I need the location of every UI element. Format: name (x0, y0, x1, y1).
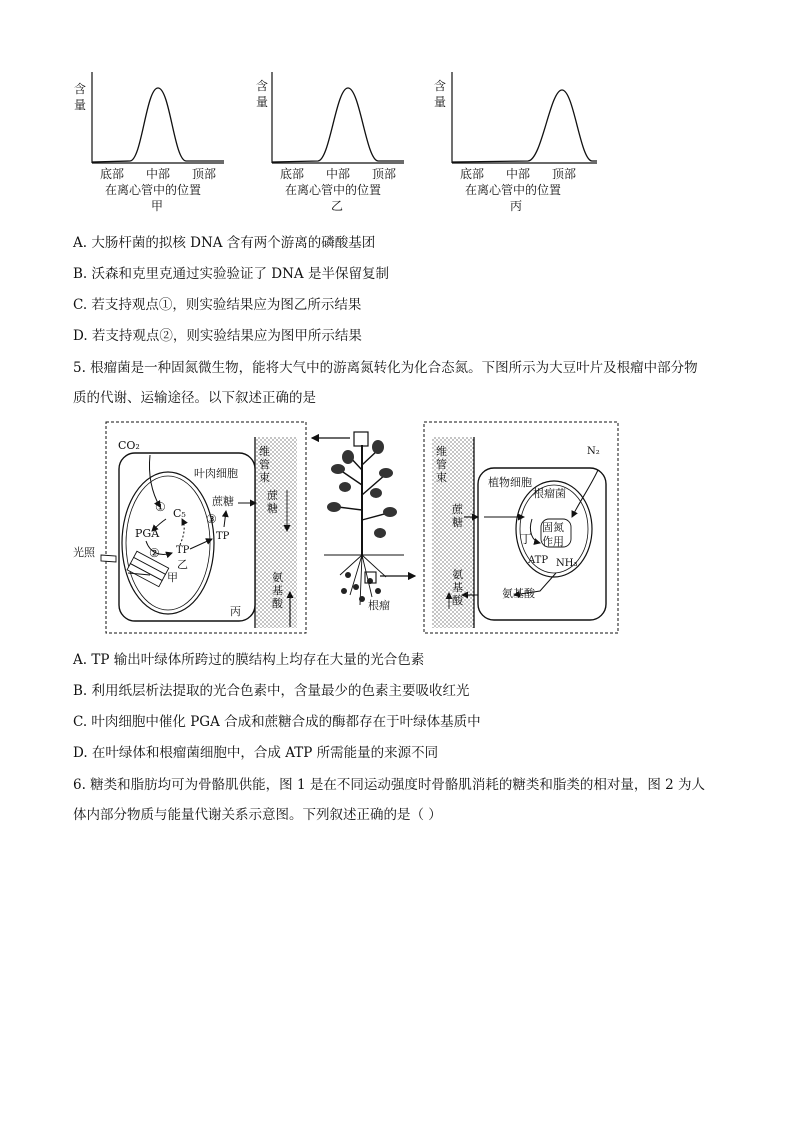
graph-bing-tick-top: 顶部 (552, 167, 577, 181)
label-r-amino-3: 酸 (452, 594, 463, 607)
q5-option-a: A. TP 输出叶绿体所跨过的膜结构上均存在大量的光合色素 (73, 652, 425, 668)
graph-jia-tick-middle: 中部 (146, 167, 171, 181)
label-r-sucrose-1: 蔗 (452, 503, 463, 516)
graph-yi-caption: 乙 (331, 199, 344, 213)
q4-option-d: D. 若支持观点②，则实验结果应为图甲所示结果 (73, 328, 362, 344)
graph-bing (434, 72, 597, 213)
q4-option-b: B. 沃森和克里克通过实验验证了 DNA 是半保留复制 (73, 266, 389, 282)
graph-yi-xlabel: 在离心管中的位置 (285, 183, 382, 197)
graph-yi (256, 72, 404, 213)
q4-option-a: A. 大肠杆菌的拟核 DNA 含有两个游离的磷酸基团 (73, 235, 376, 251)
soybean-plant (312, 432, 415, 612)
q4-option-c: C. 若支持观点①，则实验结果应为图乙所示结果 (73, 297, 362, 313)
graph-bing-caption: 丙 (510, 199, 523, 213)
label-r-amino-1: 氨 (452, 568, 463, 581)
centrifuge-graphs (0, 60, 794, 225)
label-n2: N₂ (587, 446, 600, 457)
graph-jia-tick-top: 顶部 (192, 167, 217, 181)
graph-yi-tick-middle: 中部 (326, 167, 351, 181)
label-yi: 乙 (177, 558, 188, 571)
label-r-bundle-3: 束 (436, 471, 447, 484)
label-root-nodule: 根瘤 (368, 599, 390, 612)
graph-bing-ylabel-2: 量 (434, 95, 447, 109)
leaf-highlight-box (354, 432, 368, 446)
q6-stem-line-2: 体内部分物质与能量代谢关系示意图。下列叙述正确的是（ ） (73, 807, 442, 823)
label-bundle-3: 束 (259, 471, 270, 484)
label-co2: CO₂ (118, 439, 140, 452)
graph-jia-ylabel-2: 量 (74, 98, 87, 112)
label-sucrose: 蔗糖 (212, 495, 234, 508)
graph-yi-ylabel-1: 含 (256, 79, 269, 93)
q5-stem-line-1: 5. 根瘤菌是一种固氮微生物，能将大气中的游离氮转化为化合态氮。下图所示为大豆叶片及根瘤中部分物 (73, 360, 698, 376)
label-light: 光照 (73, 546, 95, 559)
label-bundle-2: 管 (259, 458, 270, 471)
label-jia: 甲 (167, 571, 178, 584)
label-tp-inner: TP (176, 545, 190, 556)
q5-option-d: D. 在叶绿体和根瘤菌细胞中，合成 ATP 所需能量的来源不同 (73, 745, 439, 761)
light-icon (101, 555, 116, 562)
graph-bing-ylabel-1: 含 (434, 79, 447, 93)
label-bundle-1: 维 (259, 445, 270, 458)
label-step-3: ③ (206, 512, 217, 526)
graph-bing-tick-bottom: 底部 (460, 167, 485, 181)
graph-bing-xlabel: 在离心管中的位置 (465, 183, 562, 197)
label-amino-acid: 氨基酸 (502, 587, 535, 600)
root-nodule-panel (424, 422, 618, 633)
q6-stem-line-1: 6. 糖类和脂肪均可为骨骼肌供能，图 1 是在不同运动强度时骨骼肌消耗的糖类和脂类的相对量，图 2 为人 (73, 777, 706, 793)
label-rhizobium: 根瘤菌 (533, 487, 566, 500)
label-step-1: ① (155, 500, 166, 514)
graph-bing-tick-middle: 中部 (506, 167, 531, 181)
label-r-amino-2: 基 (452, 581, 463, 594)
label-step-2: ② (149, 546, 160, 560)
graph-jia-caption: 甲 (151, 199, 164, 213)
q5-option-c: C. 叶肉细胞中催化 PGA 合成和蔗糖合成的酶都存在于叶绿体基质中 (73, 714, 481, 730)
label-tp-outer: TP (216, 531, 230, 542)
label-mesophyll-cell: 叶肉细胞 (194, 467, 238, 480)
graph-jia-tick-bottom: 底部 (100, 167, 125, 181)
graph-jia (74, 72, 224, 213)
graph-yi-ylabel-2: 量 (256, 95, 269, 109)
label-plant-cell: 植物细胞 (488, 476, 532, 489)
label-fixation-1: 固氮 (542, 521, 564, 534)
graph-yi-tick-bottom: 底部 (280, 167, 305, 181)
graph-jia-ylabel-1: 含 (74, 82, 87, 96)
label-amino-v-1: 氨 (272, 571, 283, 584)
q5-option-b: B. 利用纸层析法提取的光合色素中，含量最少的色素主要吸收红光 (73, 683, 470, 699)
label-r-bundle-2: 管 (436, 458, 447, 471)
label-ding: 丁 (520, 532, 533, 546)
metabolism-diagram (0, 415, 794, 640)
label-c5: C₅ (173, 507, 186, 520)
graph-jia-xlabel: 在离心管中的位置 (105, 183, 202, 197)
label-r-bundle-1: 维 (436, 445, 447, 458)
label-bing: 丙 (230, 605, 241, 618)
label-pga: PGA (135, 527, 160, 540)
label-r-sucrose-2: 糖 (452, 516, 463, 529)
label-sucrose-v-1: 蔗 (267, 489, 278, 502)
label-atp: ATP (528, 555, 549, 566)
leaf-panel (73, 422, 306, 633)
label-amino-v-2: 基 (272, 584, 283, 597)
label-nh3: NH₃ (556, 558, 578, 569)
q5-stem-line-2: 质的代谢、运输途径。以下叙述正确的是 (73, 390, 316, 406)
graph-yi-tick-top: 顶部 (372, 167, 397, 181)
label-sucrose-v-2: 糖 (267, 502, 278, 515)
label-fixation-2: 作用 (542, 535, 564, 548)
label-amino-v-3: 酸 (272, 597, 283, 610)
